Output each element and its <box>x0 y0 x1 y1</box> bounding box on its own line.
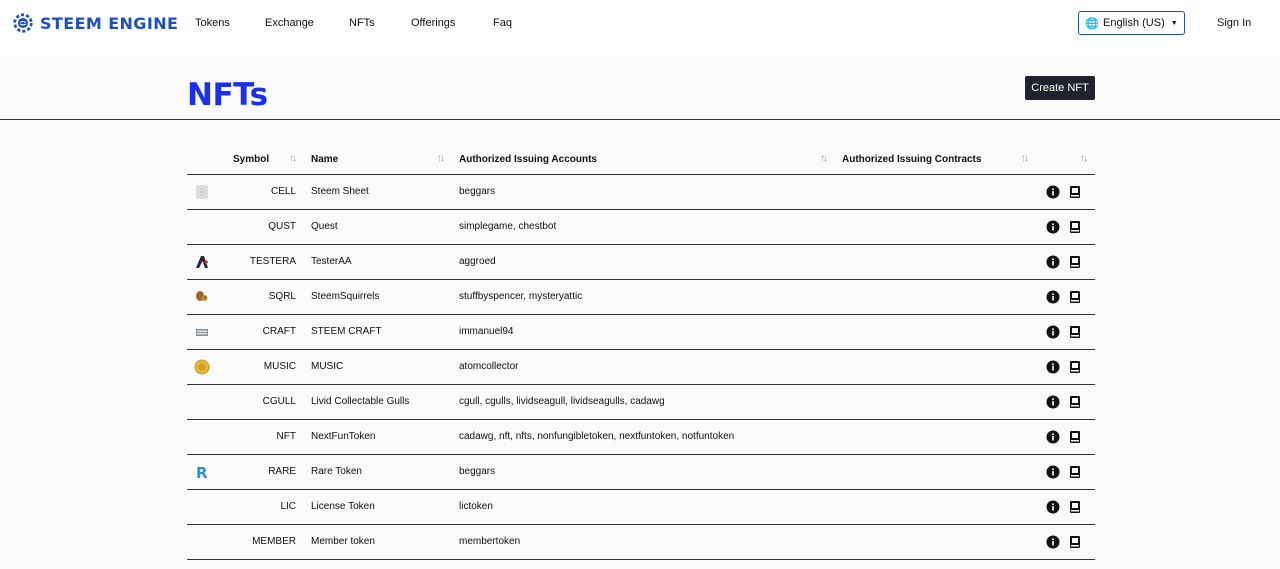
info-circle-icon[interactable] <box>1046 290 1060 304</box>
sort-arrows-icon[interactable]: ↑↓ <box>820 153 826 164</box>
row-name: MUSIC <box>311 361 344 372</box>
caret-down-icon: ▼ <box>1170 19 1178 27</box>
info-circle-icon[interactable] <box>1046 220 1060 234</box>
book-icon[interactable] <box>1068 430 1082 444</box>
row-name: Steem Sheet <box>311 186 369 197</box>
brand-logo-link[interactable] <box>12 12 178 34</box>
row-symbol: LIC <box>280 501 296 512</box>
table-header <box>187 148 1095 175</box>
nav-tokens[interactable]: Tokens <box>195 17 230 29</box>
info-circle-icon[interactable] <box>1046 430 1060 444</box>
book-icon[interactable] <box>1068 290 1082 304</box>
row-accounts: membertoken <box>459 536 521 547</box>
info-circle-icon[interactable] <box>1046 465 1060 479</box>
row-symbol: MEMBER <box>252 536 296 547</box>
column-header-symbol[interactable]: Symbol <box>233 154 270 165</box>
row-accounts: cgull, cgulls, lividseagull, lividseagulls, cadawg <box>459 396 665 407</box>
sort-arrows-icon[interactable]: ↑↓ <box>437 153 443 164</box>
row-accounts: beggars <box>459 466 496 477</box>
book-icon[interactable] <box>1068 500 1082 514</box>
craft-icon <box>194 324 210 340</box>
table-row <box>187 210 1095 245</box>
page-title: NFTs <box>187 77 268 113</box>
info-circle-icon[interactable] <box>1046 255 1060 269</box>
music-coin-icon <box>194 359 210 375</box>
sign-in-link[interactable]: Sign In <box>1217 17 1252 29</box>
info-circle-icon[interactable] <box>1046 185 1060 199</box>
table-row <box>187 420 1095 455</box>
language-dropdown[interactable] <box>1078 11 1185 35</box>
row-name: Quest <box>311 221 338 232</box>
sort-arrows-icon[interactable]: ↑↓ <box>1080 153 1086 164</box>
row-accounts: beggars <box>459 186 496 197</box>
sort-arrows-icon[interactable]: ↑↓ <box>289 153 295 164</box>
book-icon[interactable] <box>1068 395 1082 409</box>
row-symbol: TESTERA <box>249 256 296 267</box>
book-icon[interactable] <box>1068 325 1082 339</box>
row-symbol: SQRL <box>268 291 296 302</box>
steem-sheet-icon <box>194 184 210 200</box>
info-circle-icon[interactable] <box>1046 360 1060 374</box>
table-row <box>187 315 1095 350</box>
row-name: SteemSquirrels <box>311 291 380 302</box>
squirrel-icon <box>194 289 210 305</box>
nft-table <box>187 148 1095 560</box>
book-icon[interactable] <box>1068 360 1082 374</box>
row-accounts: immanuel94 <box>459 326 514 337</box>
row-accounts: stuffbyspencer, mysteryattic <box>459 291 583 302</box>
book-icon[interactable] <box>1068 255 1082 269</box>
navbar <box>0 0 1280 55</box>
brand-name: STEEM ENGINE <box>40 13 179 33</box>
row-name: Member token <box>311 536 375 547</box>
sort-arrows-icon[interactable]: ↑↓ <box>1021 153 1027 164</box>
row-name: Rare Token <box>311 466 362 477</box>
globe-icon: 🌐 <box>1085 17 1099 30</box>
table-row <box>187 350 1095 385</box>
page-header <box>0 55 1280 120</box>
row-symbol: CELL <box>270 186 296 197</box>
book-icon[interactable] <box>1068 535 1082 549</box>
column-header-name[interactable]: Name <box>311 154 339 165</box>
row-name: TesterAA <box>311 256 352 267</box>
row-accounts: simplegame, chestbot <box>459 221 557 232</box>
row-symbol: CRAFT <box>262 326 296 337</box>
row-accounts: aggroed <box>459 256 496 267</box>
steem-engine-gear-icon <box>12 12 34 34</box>
table-row <box>187 280 1095 315</box>
nav-nfts[interactable]: NFTs <box>349 17 375 29</box>
book-icon[interactable] <box>1068 465 1082 479</box>
table-row <box>187 455 1095 490</box>
row-name: NextFunToken <box>311 431 376 442</box>
info-circle-icon[interactable] <box>1046 500 1060 514</box>
svg-text:R: R <box>196 464 208 480</box>
row-name: Livid Collectable Gulls <box>311 396 410 407</box>
table-row <box>187 385 1095 420</box>
row-symbol: RARE <box>268 466 296 477</box>
nav-faq[interactable]: Faq <box>493 17 512 29</box>
nav-offerings[interactable]: Offerings <box>411 17 456 29</box>
table-row <box>187 245 1095 280</box>
table-row <box>187 175 1095 210</box>
book-icon[interactable] <box>1068 220 1082 234</box>
tester-logo-icon <box>194 254 210 270</box>
table-row <box>187 490 1095 525</box>
row-symbol: MUSIC <box>263 361 296 372</box>
info-circle-icon[interactable] <box>1046 325 1060 339</box>
create-nft-button[interactable]: Create NFT <box>1025 76 1095 100</box>
info-circle-icon[interactable] <box>1046 395 1060 409</box>
nav-exchange[interactable]: Exchange <box>265 17 314 29</box>
row-name: License Token <box>311 501 375 512</box>
book-icon[interactable] <box>1068 185 1082 199</box>
column-header-accounts[interactable]: Authorized Issuing Accounts <box>459 154 597 165</box>
row-accounts: lictoken <box>459 501 493 512</box>
row-symbol: QUST <box>268 221 296 232</box>
column-header-contracts[interactable]: Authorized Issuing Contracts <box>842 154 982 165</box>
row-accounts: cadawg, nft, nfts, nonfungibletoken, nextfuntoken, notfuntoken <box>459 431 735 442</box>
row-accounts: atomcollector <box>459 361 519 372</box>
row-name: STEEM CRAFT <box>311 326 382 337</box>
language-label: English (US) <box>1103 17 1165 29</box>
row-symbol: NFT <box>276 431 296 442</box>
row-symbol: CGULL <box>262 396 296 407</box>
table-row <box>187 525 1095 560</box>
rare-r-icon <box>194 464 210 480</box>
info-circle-icon[interactable] <box>1046 535 1060 549</box>
